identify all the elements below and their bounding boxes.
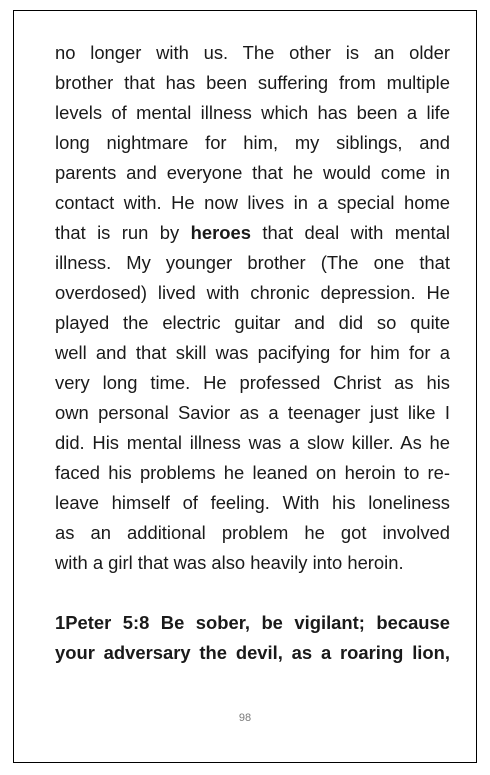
- text-line: own personal Savior as a teenager just like I: [55, 402, 450, 423]
- verse-line: your adversary the devil, as a roaring lion,: [55, 642, 450, 663]
- text-line: faced his problems he leaned on heroin to re-: [55, 462, 450, 483]
- text-line: brother that has been suffering from multiple: [55, 72, 450, 93]
- text-line: well and that skill was pacifying for him for a: [55, 342, 450, 363]
- text-line: with a girl that was also heavily into heroin.: [55, 552, 404, 573]
- text-line: levels of mental illness which has been a life: [55, 102, 450, 123]
- page-number: 98: [238, 712, 252, 724]
- text-line: no longer with us. The other is an older: [55, 42, 450, 63]
- text-line: parents and everyone that he would come in: [55, 162, 450, 183]
- text-line: long nightmare for him, my siblings, and: [55, 132, 450, 153]
- paragraph: [55, 38, 450, 578]
- text-line: leave himself of feeling. With his loneliness: [55, 492, 450, 513]
- page-body: [55, 38, 450, 668]
- text-line: very long time. He professed Christ as his: [55, 372, 450, 393]
- text-line: played the electric guitar and did so quite: [55, 312, 450, 333]
- text-line: did. His mental illness was a slow killer. As he: [55, 432, 450, 453]
- paragraph-gap: [55, 578, 450, 608]
- text-segment: that deal with mental: [250, 222, 450, 243]
- text-line: contact with. He now lives in a special home: [55, 192, 450, 213]
- text-segment: that is run by: [55, 222, 191, 243]
- scripture-verse: [55, 608, 450, 668]
- text-line: as an additional problem he got involved: [55, 522, 450, 543]
- text-line: illness. My younger brother (The one that: [55, 252, 450, 273]
- bold-word-heroes: heroes: [190, 222, 251, 243]
- text-line: [55, 218, 450, 248]
- verse-line: 1Peter 5:8 Be sober, be vigilant; because: [55, 612, 450, 633]
- text-line: overdosed) lived with chronic depression. He: [55, 282, 450, 303]
